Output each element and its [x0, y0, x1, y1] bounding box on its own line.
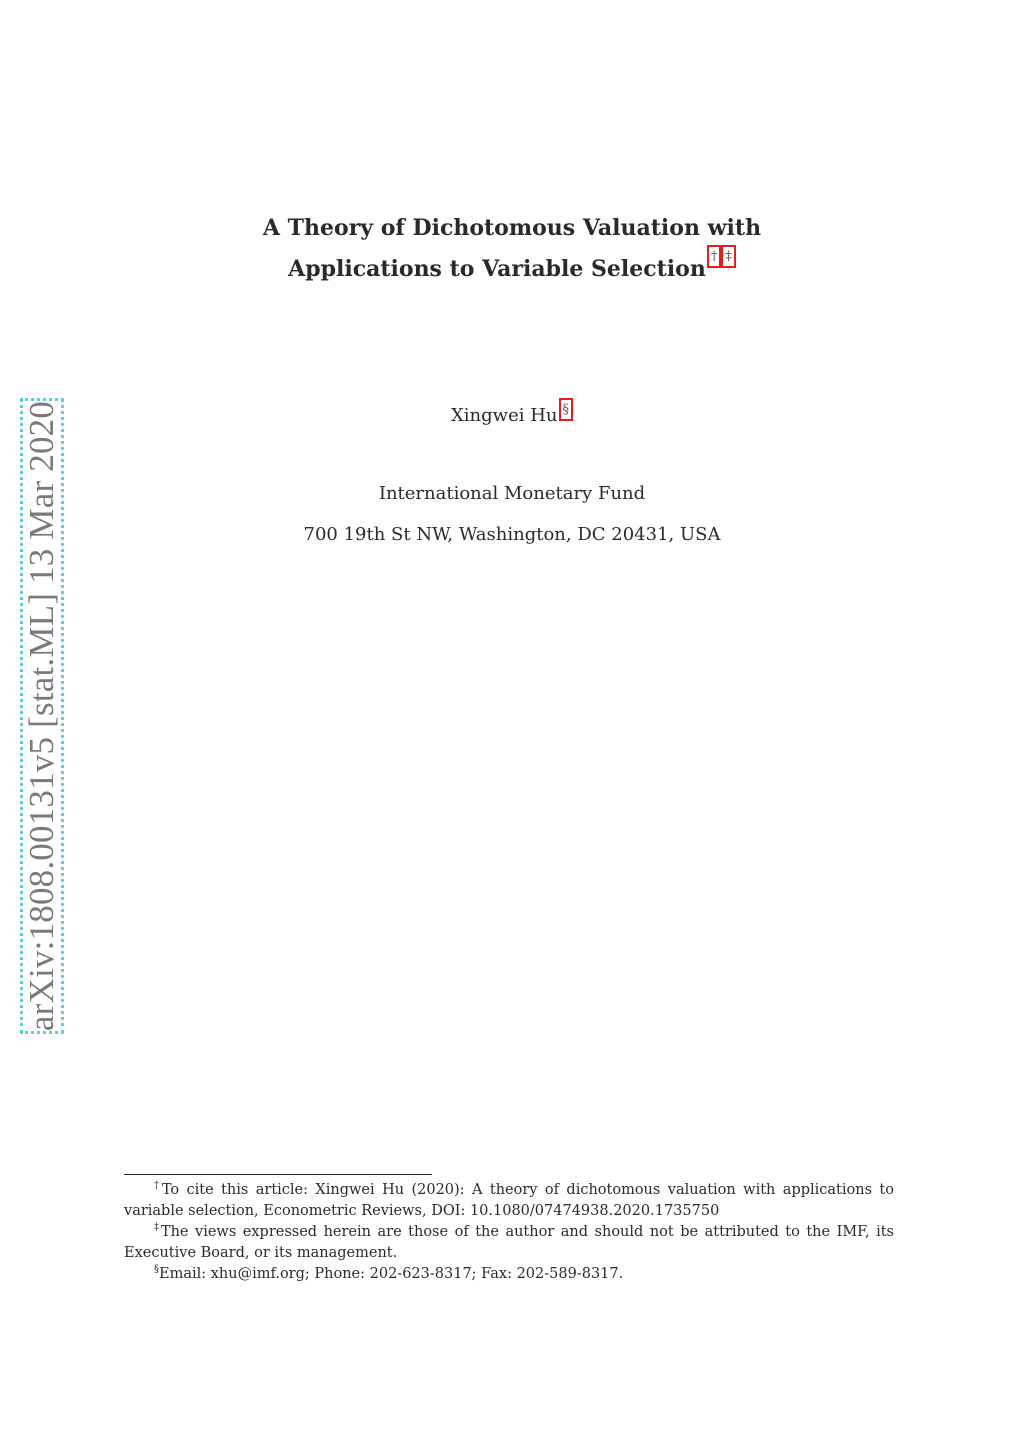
author-name: Xingwei Hu	[450, 405, 558, 426]
footnote-3-text: Email: xhu@imf.org; Phone: 202-623-8317; Fax: 202-589-8317.	[159, 1266, 624, 1282]
footnote-rule	[124, 1174, 432, 1175]
author-line	[0, 402, 1024, 430]
footnote-1-text: To cite this article: Xingwei Hu (2020): A theory of dichotomous valuation with applications to variable selection, Econometric Reviews, DOI: 10.1080/07474938.2020.1735750	[124, 1182, 894, 1219]
footnote-link-section[interactable]: §	[559, 398, 574, 421]
title-line-1: A Theory of Dichotomous Valuation with	[262, 215, 762, 241]
affiliation-address: 700 19th St NW, Washington, DC 20431, USA	[303, 524, 721, 545]
footnote-link-dagger[interactable]: †	[707, 245, 722, 268]
footnote-1-mark: †	[154, 1180, 162, 1191]
title-line-2	[0, 249, 1024, 290]
footnote-1	[124, 1180, 894, 1222]
footnote-3	[124, 1264, 894, 1285]
title-line-2-text: Applications to Variable Selection	[288, 256, 706, 282]
arxiv-stamp-text: arXiv:1808.00131v5 [stat.ML] 13 Mar 2020	[22, 400, 61, 1032]
affiliation-institution: International Monetary Fund	[378, 483, 646, 504]
footnote-link-double-dagger[interactable]: ‡	[721, 245, 736, 268]
footnote-3-mark: §	[154, 1264, 159, 1275]
footnote-2	[124, 1222, 894, 1264]
footnote-2-mark: ‡	[154, 1222, 161, 1233]
footnote-2-text: The views expressed herein are those of the author and should not be attributed to the IMF, its Executive Board, or its management.	[124, 1224, 895, 1261]
paper-title	[0, 208, 1024, 290]
arxiv-stamp-link[interactable]	[20, 398, 64, 1034]
footnotes	[124, 1180, 894, 1285]
